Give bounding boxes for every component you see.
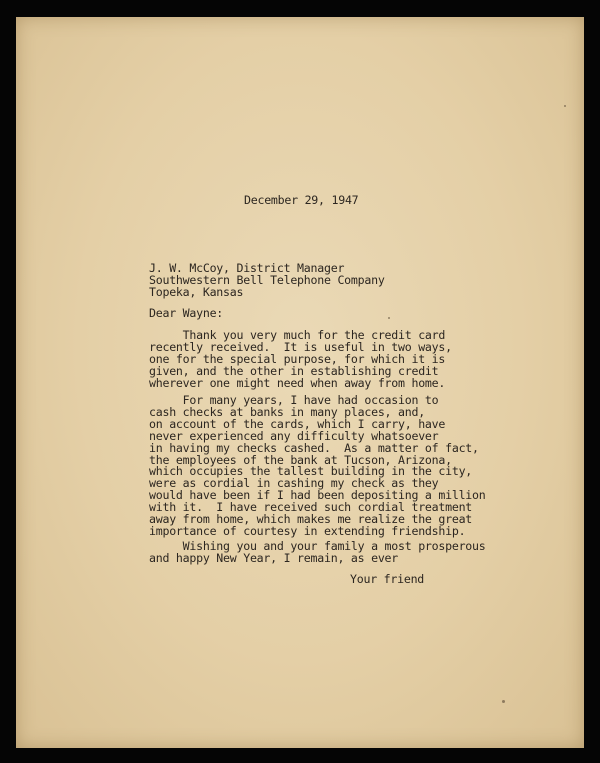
paragraph-line: which occupies the tallest building in the city,	[149, 464, 473, 479]
paragraph-line: in having my checks cashed. As a matter of fact,	[149, 440, 479, 455]
paragraph-line: wherever one might need when away from home.	[149, 375, 446, 390]
letter-date: December 29, 1947	[244, 193, 359, 207]
paragraph-line: given, and the other in establishing credit	[149, 363, 439, 378]
paragraph-line: would have been if I had been depositing a million	[149, 488, 486, 503]
recipient-name-line: J. W. McCoy, District Manager	[149, 261, 345, 275]
paragraph-line: recently received. It is useful in two ways,	[149, 339, 452, 354]
paragraph-line: cash checks at banks in many places, and,	[149, 404, 425, 419]
paragraph-3	[149, 541, 486, 565]
paragraph-line: never experienced any difficulty whatsoever	[149, 428, 439, 443]
paragraph-line: one for the special purpose, for which it is	[149, 351, 446, 366]
paragraph-line: importance of courtesy in extending friendship.	[149, 523, 466, 538]
paragraph-line: the employees of the bank at Tucson, Arizona,	[149, 452, 452, 467]
paragraph-line: Thank you very much for the credit card	[149, 328, 446, 342]
paragraph-line: on account of the cards, which I carry, have	[149, 416, 446, 431]
paragraph-line: were as cordial in cashing my check as they	[149, 476, 439, 491]
paragraph-1	[149, 330, 452, 390]
salutation: Dear Wayne:	[149, 306, 224, 320]
letter-page	[16, 17, 584, 748]
paragraph-line: and happy New Year, I remain, as ever	[149, 550, 399, 565]
paragraph-line: For many years, I have had occasion to	[149, 393, 439, 407]
paper-speck	[388, 317, 390, 319]
paragraph-2	[149, 395, 486, 538]
recipient-company-line: Southwestern Bell Telephone Company	[149, 273, 385, 287]
paper-speck	[502, 700, 505, 703]
recipient-city-line: Topeka, Kansas	[149, 285, 244, 299]
paragraph-line: away from home, which makes me realize the great	[149, 512, 473, 527]
closing: Your friend	[350, 572, 425, 586]
paragraph-line: with it. I have received such cordial treatment	[149, 500, 473, 515]
paper-speck	[564, 105, 566, 107]
paragraph-line: Wishing you and your family a most prosperous	[149, 539, 486, 553]
